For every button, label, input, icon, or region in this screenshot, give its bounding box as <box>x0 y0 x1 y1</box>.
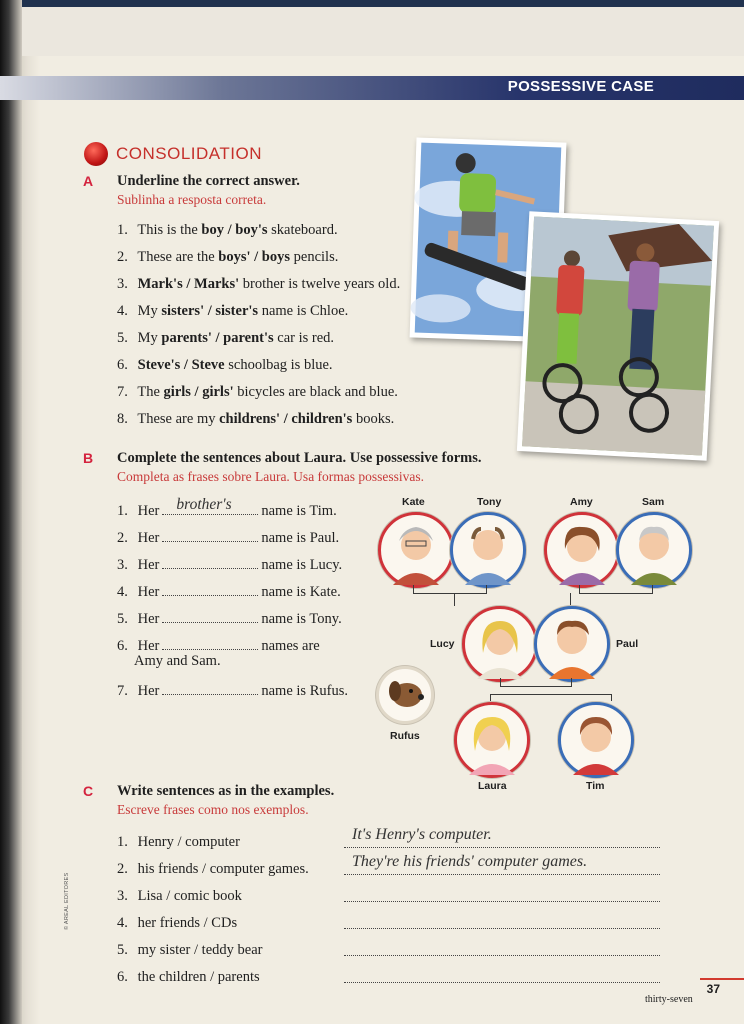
name-lucy: Lucy <box>430 638 455 650</box>
answer-blank[interactable] <box>162 554 258 569</box>
answer-text: brother's <box>176 496 232 513</box>
header-title: POSSESSIVE CASE <box>507 78 654 95</box>
exercise-c-item: 6. the children / parents <box>117 969 260 985</box>
exercise-b-item: 4. Her name is Kate. <box>117 581 341 601</box>
answer-blank[interactable] <box>162 581 258 596</box>
exercise-b-item: 2. Her name is Paul. <box>117 527 339 547</box>
exercise-a-item: 4. My sisters' / sister's name is Chloe. <box>117 303 349 319</box>
avatar-laura <box>454 702 530 778</box>
exercise-c-answer: They're his friends' computer games. <box>352 853 588 870</box>
exercise-c-item: 5. my sister / teddy bear <box>117 942 263 958</box>
exercise-c-item: 2. his friends / computer games. <box>117 861 309 877</box>
answer-line[interactable] <box>344 900 660 902</box>
bicycle-photo-image <box>517 211 719 461</box>
publisher-credit: © AREAL EDITORES <box>64 872 70 930</box>
exercise-b-item: 3. Her name is Lucy. <box>117 554 342 574</box>
page-number: 37 <box>706 982 720 996</box>
exercise-a-item: 1. This is the boy / boy's skateboard. <box>117 222 338 238</box>
red-ball-icon <box>84 142 108 166</box>
answer-blank[interactable] <box>162 496 258 515</box>
exercise-b-letter: B <box>83 450 94 466</box>
exercise-c-item: 1. Henry / computer <box>117 834 240 850</box>
answer-line[interactable] <box>344 873 660 875</box>
answer-line[interactable] <box>344 846 660 848</box>
name-paul: Paul <box>616 638 639 650</box>
exercise-b-item: 5. Her name is Tony. <box>117 608 342 628</box>
answer-blank[interactable] <box>162 527 258 542</box>
book-spine <box>0 0 22 1024</box>
exercise-a-letter: A <box>83 173 94 189</box>
top-edge <box>0 0 744 7</box>
page-number-rule <box>700 978 744 980</box>
top-scan-band <box>0 0 744 56</box>
exercise-a-translation: Sublinha a resposta correta. <box>117 192 267 207</box>
exercise-c-item: 3. Lisa / comic book <box>117 888 242 904</box>
exercise-b-item: 7. Her name is Rufus. <box>117 680 348 700</box>
exercise-b-item-continuation: Amy and Sam. <box>134 653 221 669</box>
name-tony: Tony <box>477 496 502 508</box>
exercise-c-translation: Escreve frases como nos exemplos. <box>117 802 309 817</box>
connector-kate-tony <box>413 585 487 594</box>
connector-lucy-parents <box>454 593 455 606</box>
answer-line[interactable] <box>344 981 660 983</box>
exercise-b-instruction: Complete the sentences about Laura. Use possessive forms. <box>117 450 482 466</box>
name-laura: Laura <box>478 780 507 792</box>
avatar-lucy <box>462 606 538 682</box>
exercise-b-item: 6. Her names are <box>117 635 320 655</box>
avatar-tim <box>558 702 634 778</box>
name-tim: Tim <box>586 780 605 792</box>
name-amy: Amy <box>570 496 593 508</box>
avatar-sam <box>616 512 692 588</box>
page-number-words: thirty-seven <box>645 994 693 1005</box>
exercise-a-item: 3. Mark's / Marks' brother is twelve years old. <box>117 276 401 292</box>
answer-blank[interactable] <box>162 608 258 623</box>
exercise-c-answer: It's Henry's computer. <box>352 826 492 843</box>
avatar-kate <box>378 512 454 588</box>
exercise-a-item: 8. These are my childrens' / children's books. <box>117 411 395 427</box>
avatar-paul <box>534 606 610 682</box>
section-title <box>84 142 262 166</box>
name-kate: Kate <box>402 496 425 508</box>
avatar-tony <box>450 512 526 588</box>
answer-line[interactable] <box>344 927 660 929</box>
avatar-amy <box>544 512 620 588</box>
exercise-a-item: 7. The girls / girls' bicycles are black and blue. <box>117 384 398 400</box>
bicycle-photo <box>517 211 719 461</box>
answer-blank[interactable] <box>162 635 258 650</box>
exercise-c-item: 4. her friends / CDs <box>117 915 238 931</box>
exercise-b-item: 1. Her brother's name is Tim. <box>117 496 337 519</box>
header-bar <box>0 76 744 100</box>
exercise-a-item: 2. These are the boys' / boys pencils. <box>117 249 339 265</box>
exercise-a-item: 5. My parents' / parent's car is red. <box>117 330 335 346</box>
exercise-c-letter: C <box>83 783 94 799</box>
name-rufus: Rufus <box>390 730 420 742</box>
connector-amy-sam <box>579 585 653 594</box>
answer-line[interactable] <box>344 954 660 956</box>
answer-blank[interactable] <box>162 680 258 695</box>
exercise-b-translation: Completa as frases sobre Laura. Usa formas possessivas. <box>117 469 425 484</box>
section-title-text: CONSOLIDATION <box>116 144 262 163</box>
exercise-a-item: 6. Steve's / Steve schoolbag is blue. <box>117 357 333 373</box>
name-sam: Sam <box>642 496 665 508</box>
exercise-a-instruction: Underline the correct answer. <box>117 173 300 189</box>
connector-children <box>490 694 612 701</box>
connector-paul-parents <box>570 593 571 606</box>
exercise-c-instruction: Write sentences as in the examples. <box>117 783 335 799</box>
connector-lucy-paul <box>500 678 572 687</box>
avatar-rufus <box>376 666 434 724</box>
